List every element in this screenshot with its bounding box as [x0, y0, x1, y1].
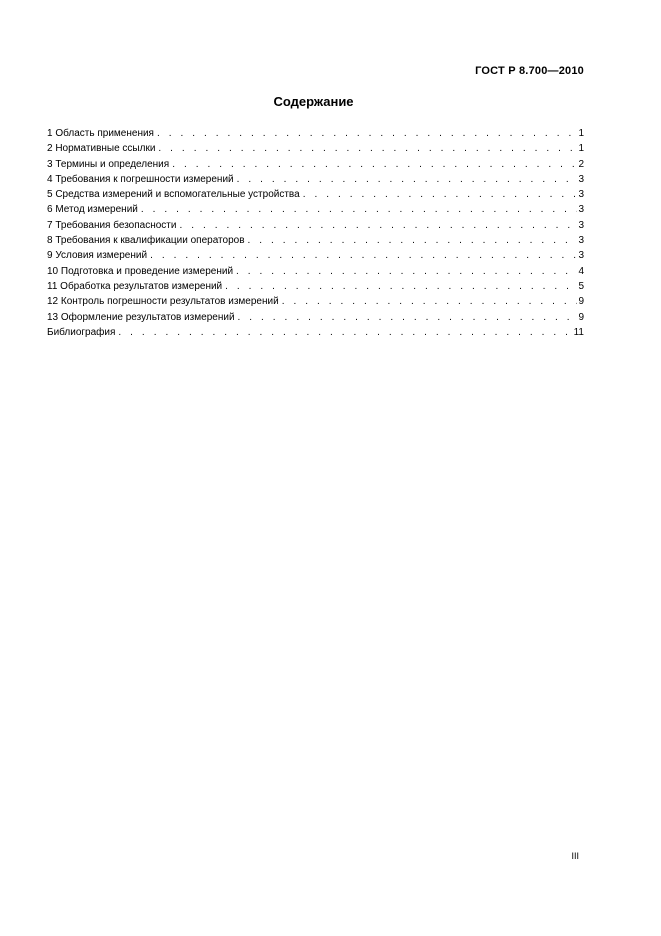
toc-entry[interactable] — [47, 233, 584, 248]
toc-entry[interactable] — [47, 325, 584, 340]
toc-entry-page: 3 — [578, 189, 584, 201]
toc-title-wrapper — [0, 94, 661, 109]
document-code: ГОСТ Р 8.700—2010 — [475, 65, 584, 77]
toc-leader-dots — [155, 141, 577, 156]
toc-entry-page: 3 — [578, 204, 584, 216]
toc-entry-label: 4 Требования к погрешности измерений — [47, 173, 234, 185]
toc-entry[interactable] — [47, 218, 584, 233]
toc-entry-label: 11 Обработка результатов измерений — [47, 280, 223, 292]
toc-entry[interactable] — [47, 279, 584, 294]
toc-leader-dots — [279, 294, 578, 309]
toc-leader-dots — [147, 248, 577, 263]
toc-entry-label: 9 Условия измерений — [47, 250, 148, 262]
toc-entry-label: 2 Нормативные ссылки — [47, 143, 156, 155]
toc-entry-label: 12 Контроль погрешности результатов измерений — [47, 296, 279, 308]
toc-leader-dots — [233, 264, 577, 279]
toc-entry[interactable] — [47, 248, 584, 263]
toc-entry-page: 3 — [578, 219, 584, 231]
toc-leader-dots — [154, 126, 577, 141]
toc-entry-page: 3 — [578, 235, 584, 247]
toc-leader-dots — [115, 325, 572, 340]
toc-entry-label: 7 Требования безопасности — [47, 219, 177, 231]
toc-leader-dots — [245, 233, 578, 248]
toc-entry[interactable] — [47, 157, 584, 172]
table-of-contents — [47, 126, 584, 340]
toc-leader-dots — [300, 187, 578, 202]
toc-entry-page: 1 — [578, 143, 584, 155]
toc-leader-dots — [222, 279, 577, 294]
toc-entry-page: 9 — [578, 311, 584, 323]
toc-entry-page: 11 — [573, 326, 584, 338]
toc-entry-label: 3 Термины и определения — [47, 158, 170, 170]
toc-entry[interactable] — [47, 294, 584, 309]
toc-leader-dots — [176, 218, 577, 233]
toc-entry-label: 5 Средства измерений и вспомогательные устройства — [47, 189, 300, 201]
toc-entry-label: 10 Подготовка и проведение измерений — [47, 265, 234, 277]
toc-title: Содержание — [273, 94, 354, 109]
toc-entry-page: 3 — [578, 250, 584, 262]
toc-entry-page: 3 — [578, 173, 584, 185]
toc-leader-dots — [234, 172, 578, 187]
toc-entry[interactable] — [47, 126, 584, 141]
toc-entry[interactable] — [47, 202, 584, 217]
toc-leader-dots — [235, 310, 578, 325]
toc-entry-label: 8 Требования к квалификации операторов — [47, 235, 245, 247]
toc-entry-page: 4 — [578, 265, 584, 277]
toc-entry-page: 5 — [578, 280, 584, 292]
toc-entry[interactable] — [47, 187, 584, 202]
toc-entry-label: 13 Оформление результатов измерений — [47, 311, 235, 323]
toc-entry[interactable] — [47, 172, 584, 187]
toc-entry-page: 1 — [578, 128, 584, 139]
toc-entry-label: 1 Область применения — [47, 128, 154, 139]
toc-entry[interactable] — [47, 310, 584, 325]
toc-entry-page: 2 — [578, 158, 584, 170]
toc-leader-dots — [138, 202, 578, 217]
toc-entry-label: 6 Метод измерений — [47, 204, 138, 216]
page-number: III — [571, 851, 579, 861]
toc-entry-page: 9 — [578, 296, 584, 308]
toc-entry[interactable] — [47, 141, 584, 156]
toc-leader-dots — [169, 157, 577, 172]
toc-entry-label: Библиография — [47, 326, 116, 338]
toc-entry[interactable] — [47, 264, 584, 279]
